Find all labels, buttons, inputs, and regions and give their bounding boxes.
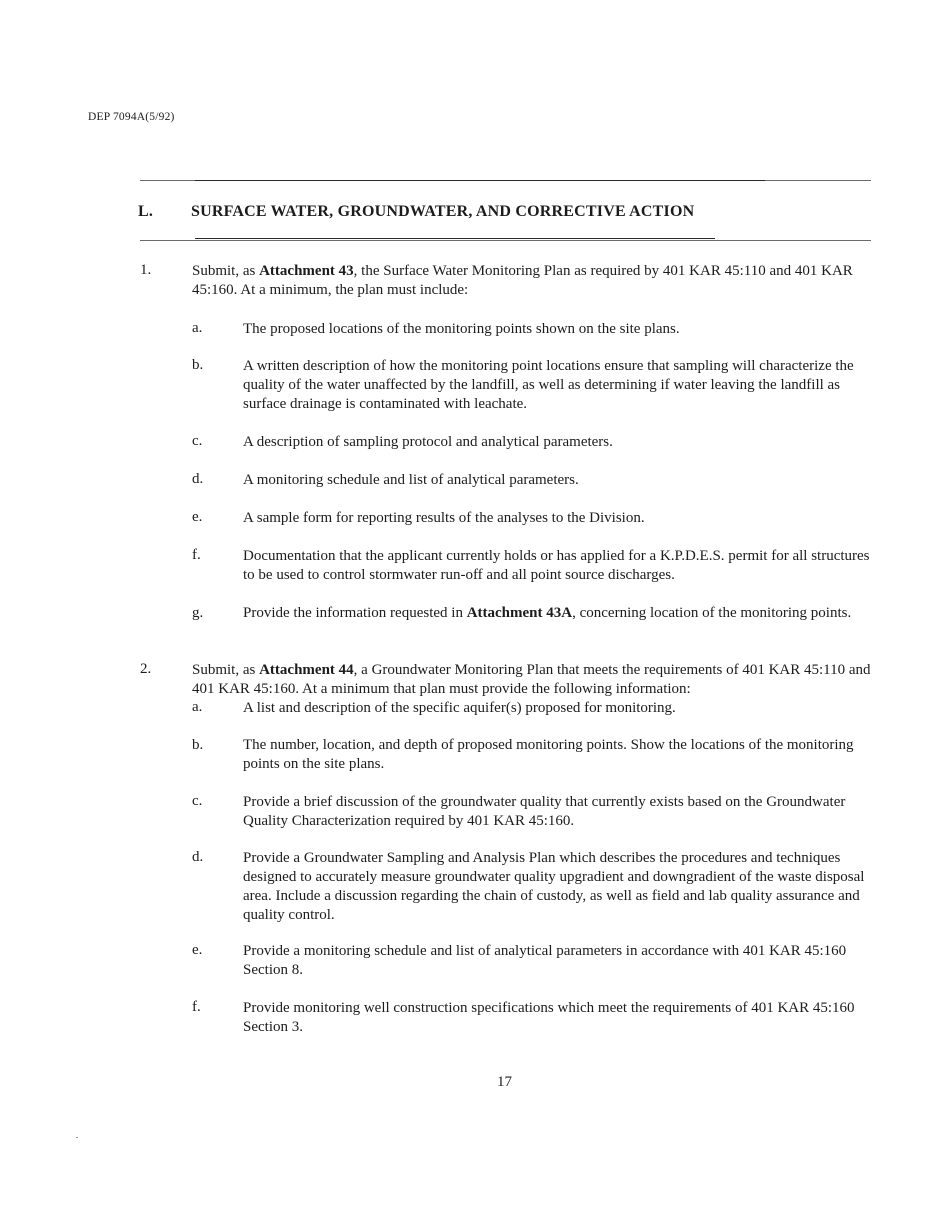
sub-item-text: The number, location, and depth of proposed monitoring points. Show the locations of the monitoring points on the site plans. <box>243 737 854 772</box>
item-intro: Submit, as Attachment 43, the Surface Water Monitoring Plan as required by 401 KAR 45:110 and 401 KAR 45:160. At a minimum, the plan must include: <box>192 263 853 298</box>
item-intro: Submit, as Attachment 44, a Groundwater Monitoring Plan that meets the requirements of 401 KAR 45:110 and 401 KAR 45:160. At a minimum that plan must provide the following information: <box>192 662 871 697</box>
sub-item-letter: e. <box>192 509 203 525</box>
section-title: SURFACE WATER, GROUNDWATER, AND CORRECTIVE ACTION <box>191 203 695 220</box>
sub-item-letter: f. <box>192 547 201 563</box>
item-number: 1. <box>140 262 152 278</box>
sub-item-letter: b. <box>192 357 204 373</box>
section-rule-top-thick <box>195 180 765 181</box>
sub-item-text: Provide monitoring well construction specifications which meet the requirements of 401 KAR 45:160 Section 3. <box>243 1000 855 1035</box>
sub-item-text: A list and description of the specific aquifer(s) proposed for monitoring. <box>243 700 676 716</box>
sub-item-letter: a. <box>192 699 203 715</box>
sub-item-text: Provide a brief discussion of the groundwater quality that currently exists based on the Groundwater Quality Characterization required by 401 KAR 45:160. <box>243 794 846 829</box>
sub-item-letter: d. <box>192 849 204 865</box>
page-number: 17 <box>497 1074 512 1090</box>
sub-item-text: A monitoring schedule and list of analytical parameters. <box>243 472 579 488</box>
item-number: 2. <box>140 661 152 677</box>
section-rule-bottom-thick <box>195 238 715 239</box>
sub-item-letter: a. <box>192 320 203 336</box>
sub-item-letter: d. <box>192 471 204 487</box>
attachment-ref: Attachment 43A <box>466 605 573 621</box>
section-rule-bottom-thin <box>140 240 871 241</box>
sub-item-text: A sample form for reporting results of the analyses to the Division. <box>243 510 645 526</box>
attachment-ref: Attachment 43 <box>259 263 354 279</box>
sub-item-text: Provide a monitoring schedule and list of analytical parameters in accordance with 401 KAR 45:160 Section 8. <box>243 943 847 978</box>
sub-item-text: A description of sampling protocol and analytical parameters. <box>243 434 613 450</box>
sub-item-text: Documentation that the applicant currently holds or has applied for a K.P.D.E.S. permit for all structures to be used to control stormwater run-off and all point source discharges. <box>243 548 870 583</box>
sub-item-letter: b. <box>192 737 204 753</box>
sub-item-letter: e. <box>192 942 203 958</box>
sub-item-text: Provide the information requested in Attachment 43A, concerning location of the monitoring points. <box>243 605 852 621</box>
attachment-ref: Attachment 44 <box>259 662 354 678</box>
sub-item-letter: c. <box>192 433 203 449</box>
sub-item-text: Provide a Groundwater Sampling and Analysis Plan which describes the procedures and techniques designed to accurately measure groundwater quality upgradient and downgradient of the waste disposal area. Include a discussion regarding the chain of custody, as well as field and lab quality assurance and quality control. <box>243 850 865 923</box>
section-letter: L. <box>138 203 154 220</box>
sub-item-letter: g. <box>192 605 204 621</box>
sub-item-letter: f. <box>192 999 201 1015</box>
sub-item-letter: c. <box>192 793 203 809</box>
sub-item-text: A written description of how the monitoring point locations ensure that sampling will characterize the quality of the water unaffected by the landfill, as well as determining if water leaving the landfill as surface drainage is contaminated with leachate. <box>243 358 854 412</box>
scan-speck <box>76 1137 78 1138</box>
sub-item-text: The proposed locations of the monitoring points shown on the site plans. <box>243 321 680 337</box>
form-identifier: DEP 7094A(5/92) <box>88 111 175 123</box>
